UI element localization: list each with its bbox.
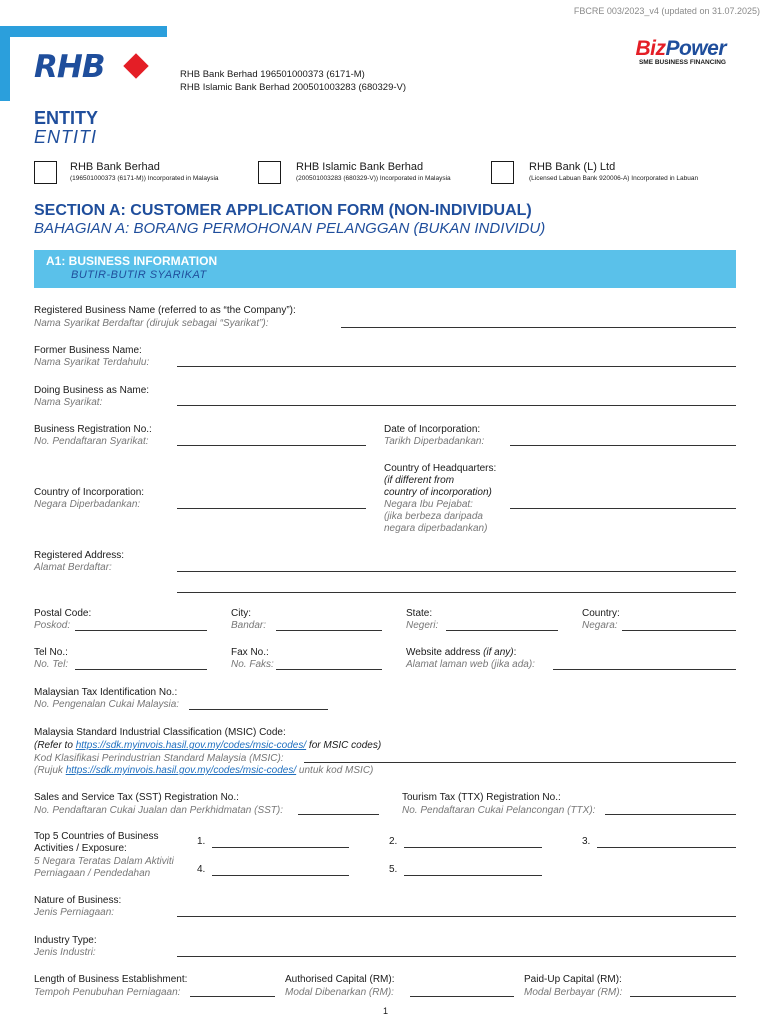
entity-sub-3: (Licensed Labuan Bank 920006-A) Incorporated in Labuan <box>529 175 699 182</box>
state-field[interactable] <box>446 630 558 631</box>
inc-date-label-ms: Tarikh Diperbadankan: <box>384 436 485 447</box>
paid-cap-label: Paid-Up Capital (RM): <box>524 974 622 985</box>
former-name-field[interactable] <box>177 366 736 367</box>
a1-header-band <box>34 250 736 288</box>
auth-cap-label-ms: Modal Dibenarkan (RM): <box>285 987 394 998</box>
length-label: Length of Business Establishment: <box>34 974 188 985</box>
top5-label: Top 5 Countries of Business Activities / Exposure: <box>34 831 159 854</box>
sst-label-ms: No. Pendaftaran Cukai Jualan dan Perkhidmatan (SST): <box>34 805 284 816</box>
fax-label-ms: No. Faks: <box>231 659 274 670</box>
top5-num-3: 3. <box>582 836 591 847</box>
paid-cap-label-ms: Modal Berbayar (RM): <box>524 987 623 998</box>
reg-address-label: Registered Address: <box>34 550 125 561</box>
bizpower-logo <box>635 37 726 66</box>
postal-label: Postal Code: <box>34 608 92 619</box>
reg-name-label-ms: Nama Syarikat Berdaftar (dirujuk sebagai “Syarikat”): <box>34 318 269 329</box>
reg-no-field[interactable] <box>177 445 366 446</box>
website-label-ms: Alamat laman web (jika ada): <box>406 659 535 670</box>
tel-label: Tel No.: <box>34 647 68 658</box>
state-label-ms: Negeri: <box>406 620 439 631</box>
dba-field[interactable] <box>177 405 736 406</box>
top5-num-1: 1. <box>197 836 206 847</box>
reg-address-field-1[interactable] <box>177 571 736 572</box>
entity-name-1: RHB Bank Berhad <box>70 161 160 173</box>
fax-label: Fax No.: <box>231 647 269 658</box>
top5-num-5: 5. <box>389 864 398 875</box>
entity-sub-2: (200501003283 (680329-V)) Incorporated in Malaysia <box>296 175 451 182</box>
msic-label: Malaysia Standard Industrial Classification (MSIC) Code: <box>34 727 286 738</box>
fax-field[interactable] <box>276 669 382 670</box>
reg-name-label: Registered Business Name (referred to as “the Company”): <box>34 305 296 316</box>
inc-date-field[interactable] <box>510 445 736 446</box>
msic-rujuk-note: (Rujuk https://sdk.myinvois.hasil.gov.my/codes/msic-codes/ untuk kod MSIC) <box>34 765 374 776</box>
hq-country-label-ms: Negara Ibu Pejabat: (jika berbeza daripada negara diperbadankan) <box>384 499 488 534</box>
msic-label-ms: Kod Klasifikasi Perindustrian Standard Malaysia (MSIC): <box>34 753 284 764</box>
industry-field[interactable] <box>177 956 736 957</box>
entity-checkbox-rhb-bank[interactable] <box>34 161 57 184</box>
msic-codes-link[interactable]: https://sdk.myinvois.hasil.gov.my/codes/msic-codes/ <box>75 740 307 751</box>
postal-field[interactable] <box>75 630 207 631</box>
bank-line-1: RHB Bank Berhad 196501000373 (6171-M) <box>180 69 365 80</box>
website-field[interactable] <box>553 669 736 670</box>
inc-country-label: Country of Incorporation: <box>34 487 145 498</box>
page-number: 1 <box>383 1006 389 1016</box>
logo-text: RHB <box>34 49 105 85</box>
tin-label-ms: No. Pengenalan Cukai Malaysia: <box>34 699 180 710</box>
paid-cap-field[interactable] <box>630 996 736 997</box>
reg-address-label-ms: Alamat Berdaftar: <box>34 562 112 573</box>
country-label: Country: <box>582 608 620 619</box>
hq-country-field[interactable] <box>510 508 736 509</box>
industry-label: Industry Type: <box>34 935 97 946</box>
state-label: State: <box>406 608 433 619</box>
bank-registration <box>180 68 406 94</box>
tel-field[interactable] <box>75 669 207 670</box>
website-label: Website address (if any): <box>406 647 517 658</box>
tin-label: Malaysian Tax Identification No.: <box>34 687 178 698</box>
sst-label: Sales and Service Tax (SST) Registration No.: <box>34 792 239 803</box>
tel-label-ms: No. Tel: <box>34 659 69 670</box>
ttx-field[interactable] <box>605 814 736 815</box>
city-field[interactable] <box>276 630 382 631</box>
top5-field-3[interactable] <box>597 847 736 848</box>
dba-label: Doing Business as Name: <box>34 385 150 396</box>
postal-label-ms: Poskod: <box>34 620 71 631</box>
top5-field-2[interactable] <box>404 847 542 848</box>
ttx-label: Tourism Tax (TTX) Registration No.: <box>402 792 561 803</box>
msic-field[interactable] <box>304 762 736 763</box>
former-name-label-ms: Nama Syarikat Terdahulu: <box>34 357 150 368</box>
bizpower-tagline: SME BUSINESS FINANCING <box>638 59 726 66</box>
sst-field[interactable] <box>298 814 379 815</box>
section-title: SECTION A: CUSTOMER APPLICATION FORM (NON-INDIVIDUAL) <box>34 202 532 219</box>
reg-no-label: Business Registration No.: <box>34 424 152 435</box>
city-label-ms: Bandar: <box>231 620 267 631</box>
entity-sub-1: (196501000373 (6171-M)) Incorporated in Malaysia <box>70 175 219 182</box>
country-field[interactable] <box>622 630 736 631</box>
a1-title-ms: BUTIR-BUTIR SYARIKAT <box>71 269 207 281</box>
entity-name-2: RHB Islamic Bank Berhad <box>296 161 424 173</box>
entity-name-3: RHB Bank (L) Ltd <box>529 161 616 173</box>
top5-field-4[interactable] <box>212 875 349 876</box>
nature-label: Nature of Business: <box>34 895 122 906</box>
inc-country-label-ms: Negara Diperbadankan: <box>34 499 141 510</box>
inc-date-label: Date of Incorporation: <box>384 424 481 435</box>
hq-country-label: Country of Headquarters: (if different from country of incorporation) <box>384 463 497 498</box>
tin-field[interactable] <box>189 709 328 710</box>
diamond-icon <box>123 53 148 78</box>
bizpower-wordmark: BizPower <box>635 37 726 60</box>
nature-field[interactable] <box>177 916 736 917</box>
entity-checkbox-rhb-islamic[interactable] <box>258 161 281 184</box>
nature-label-ms: Jenis Perniagaan: <box>34 907 115 918</box>
a1-title: A1: BUSINESS INFORMATION <box>46 254 218 268</box>
length-label-ms: Tempoh Penubuhan Perniagaan: <box>34 987 181 998</box>
auth-cap-field[interactable] <box>410 996 514 997</box>
country-label-ms: Negara: <box>582 620 618 631</box>
ttx-label-ms: No. Pendaftaran Cukai Pelancongan (TTX): <box>402 805 596 816</box>
former-name-label: Former Business Name: <box>34 345 142 356</box>
dba-label-ms: Nama Syarikat: <box>34 397 103 408</box>
msic-refer-note: (Refer to https://sdk.myinvois.hasil.gov.my/codes/msic-codes/ for MSIC codes) <box>34 740 382 751</box>
entity-title: ENTITY <box>34 108 99 128</box>
msic-codes-link-ms[interactable]: https://sdk.myinvois.hasil.gov.my/codes/msic-codes/ <box>65 765 297 776</box>
entity-checkbox-rhb-labuan[interactable] <box>491 161 514 184</box>
top5-num-2: 2. <box>389 836 398 847</box>
reg-name-field[interactable] <box>341 327 736 328</box>
length-field[interactable] <box>190 996 275 997</box>
auth-cap-label: Authorised Capital (RM): <box>285 974 395 985</box>
logo-panel <box>10 37 167 101</box>
section-title-ms: BAHAGIAN A: BORANG PERMOHONAN PELANGGAN (BUKAN INDIVIDU) <box>34 220 546 237</box>
reg-address-field-2[interactable] <box>177 592 736 593</box>
top5-field-5[interactable] <box>404 875 542 876</box>
top5-num-4: 4. <box>197 864 206 875</box>
bank-line-2: RHB Islamic Bank Berhad 200501003283 (680329-V) <box>180 82 407 93</box>
industry-label-ms: Jenis Industri: <box>34 947 96 958</box>
city-label: City: <box>231 608 251 619</box>
top5-field-1[interactable] <box>212 847 349 848</box>
reg-no-label-ms: No. Pendaftaran Syarikat: <box>34 436 149 447</box>
rhb-logo <box>0 26 167 101</box>
top5-label-ms: 5 Negara Teratas Dalam Aktiviti Perniagaan / Pendedahan <box>34 856 174 879</box>
entity-title-ms: ENTITI <box>34 127 97 147</box>
form-reference: FBCRE 003/2023_v4 (updated on 31.07.2025) <box>573 6 760 16</box>
inc-country-field[interactable] <box>177 508 366 509</box>
